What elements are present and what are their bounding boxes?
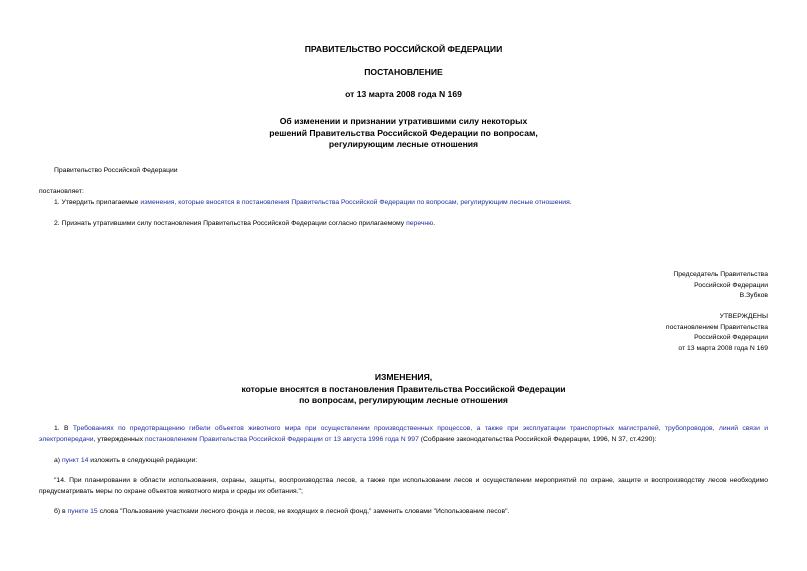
item-2-suffix: . <box>433 220 436 227</box>
signature-line: Российской Федерации <box>694 281 768 289</box>
item-2-prefix: 2. Признать утратившими силу постановления Правительства Российской Федерации согласно прилагаемому <box>54 220 407 227</box>
changes-paragraph-a <box>54 456 197 466</box>
changes-title-line: которые вносятся в постановления Правительства Российской Федерации <box>241 383 566 394</box>
pb-prefix: б) в <box>54 508 68 515</box>
approved-line: постановлением Правительства <box>665 323 768 331</box>
point-15-link[interactable]: пункте 15 <box>67 508 98 515</box>
changes-link[interactable]: изменения, которые вносятся в постановления Правительства Российской Федерации по вопросам, регулирующим лесные отношения <box>140 199 570 206</box>
title-line: решений Правительства Российской Федерации по вопросам, <box>269 127 538 138</box>
signature-name: В.Зубков <box>739 292 768 300</box>
approved-line: УТВЕРЖДЕНЫ <box>719 313 768 320</box>
pb-suffix: слова "Пользование участками лесного фонда и лесов, не входящих в лесной фонд," заменить словами "Использование лесов". <box>97 508 510 515</box>
p1-suffix: (Собрание законодательства Российской Федерации, 1996, N 37, ст.4290): <box>418 435 657 443</box>
item-1 <box>54 198 572 208</box>
p1-mid: , утвержденных <box>93 435 145 443</box>
p1-prefix: 1. В <box>54 425 73 432</box>
document-title <box>0 116 807 151</box>
title-line: Об изменении и признании утратившими силу некоторых <box>279 116 528 126</box>
item-2 <box>54 219 435 229</box>
item-1-prefix: 1. Утвердить прилагаемые <box>54 199 141 206</box>
quote-paragraph: "14. При планировании в области использования, охраны, защиты, воспроизводства лесов, а также при использовании лесов и осуществлении мероприятий по охране, защите и воспроизводству лесов необходимо предусматривать меры по охране объектов животного мира и среды их обитания."; <box>39 477 768 495</box>
document-type: ПОСТАНОВЛЕНИЕ <box>364 67 443 77</box>
item-1-suffix: . <box>569 199 572 206</box>
decrees-text: постановляет: <box>39 188 84 195</box>
approved-line: от 13 марта 2008 года N 169 <box>678 344 768 352</box>
requirements-link[interactable]: Требованиях по предотвращению гибели объектов животного мира при осуществлении производственных процессов, а также при эксплуатации транспортных магистралей, трубопроводов, линий связи и электропередачи <box>39 425 768 443</box>
approved-block <box>666 312 768 354</box>
approved-line: Российской Федерации <box>694 334 768 342</box>
government-name: ПРАВИТЕЛЬСТВО РОССИЙСКОЙ ФЕДЕРАЦИИ <box>304 44 503 54</box>
point-14-link[interactable]: пункт 14 <box>61 457 89 464</box>
changes-title <box>0 372 807 407</box>
decree-997-link[interactable]: постановлением Правительства Российской Федерации от 13 августа 1996 года N 997 <box>144 435 419 443</box>
changes-paragraph-b <box>54 507 509 517</box>
issuer-text: Правительство Российской Федерации <box>54 167 178 174</box>
changes-title-line: по вопросам, регулирующим лесные отношения <box>299 395 508 405</box>
changes-title-line: ИЗМЕНЕНИЯ, <box>374 372 433 382</box>
signature-line: Председатель Правительства <box>673 271 768 278</box>
list-link[interactable]: перечню <box>406 220 434 227</box>
title-line: регулирующим лесные отношения <box>328 139 479 149</box>
pa-prefix: а) <box>54 457 62 464</box>
changes-paragraph-1 <box>39 424 768 445</box>
document-date-number: от 13 марта 2008 года N 169 <box>345 89 462 99</box>
pa-suffix: изложить в следующей редакции: <box>88 457 198 464</box>
signature-block <box>673 270 768 302</box>
